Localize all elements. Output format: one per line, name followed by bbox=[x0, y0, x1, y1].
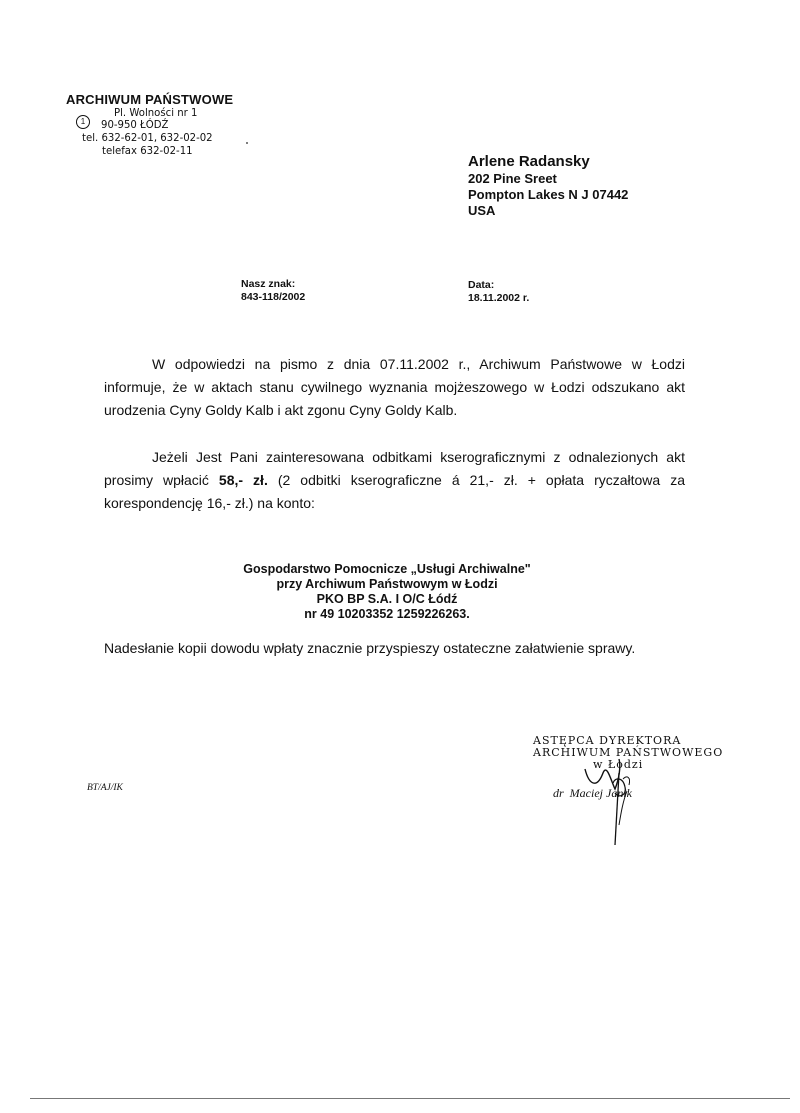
letterhead-address-line1: Pl. Wolności nr 1 bbox=[114, 106, 198, 119]
date-value: 18.11.2002 r. bbox=[468, 292, 530, 304]
stamp-line-1: ASTĘPCA DYREKTORA bbox=[533, 734, 682, 747]
body-paragraph-1-text: W odpowiedzi na pismo z dnia 07.11.2002 r., Archiwum Państwowe w Łodzi informuje, że w aktach stanu cywilnego wyznania mojżeszowego w Łodzi odszukano akt urodzenia Cyny Goldy Kalb i akt zgonu Cyny Goldy Kalb. bbox=[104, 356, 685, 418]
letterhead-address-line2: 90-950 ŁÓDŹ bbox=[101, 118, 169, 131]
letterhead-tel: tel. 632-62-01, 632-02-02 bbox=[82, 131, 213, 144]
body-paragraph-2 bbox=[104, 446, 685, 515]
bottom-scan-line bbox=[30, 1098, 790, 1099]
bank-line-1: Gospodarstwo Pomocnicze „Usługi Archiwalne" bbox=[243, 562, 531, 576]
letterhead-org-name: ARCHIWUM PAŃSTWOWE bbox=[66, 92, 234, 107]
scan-speck bbox=[246, 142, 248, 144]
payment-amount: 58,- zł. bbox=[218, 472, 268, 488]
reference-label: Nasz znak: bbox=[241, 278, 296, 290]
recipient-city: Pompton Lakes N J 07442 bbox=[468, 187, 629, 202]
bank-line-4: nr 49 10203352 1259226263. bbox=[304, 607, 470, 621]
date-label: Data: bbox=[468, 279, 495, 291]
body-paragraph-3-text: Nadesłanie kopii dowodu wpłaty znacznie przyspieszy ostateczne załatwienie sprawy. bbox=[104, 640, 636, 656]
body-paragraph-2-text-start: Jeżeli Jest Pani zainteresowana odbitkami kserograficznymi z odnalezionych akt prosimy wpłacić bbox=[104, 449, 685, 488]
stamp-line-3: w Łodzi bbox=[593, 758, 644, 771]
phone-icon: 1 bbox=[76, 115, 90, 129]
recipient-street: 202 Pine Sreet bbox=[468, 171, 557, 186]
bank-line-2: przy Archiwum Państwowym w Łodzi bbox=[276, 577, 498, 591]
recipient-name: Arlene Radansky bbox=[468, 153, 590, 170]
reference-value: 843-118/2002 bbox=[241, 291, 306, 303]
typist-initials: BT/AJ/IK bbox=[87, 783, 123, 793]
body-paragraph-3 bbox=[104, 637, 685, 660]
letterhead-fax: telefax 632-02-11 bbox=[102, 144, 193, 157]
body-paragraph-1 bbox=[104, 353, 685, 422]
handwritten-signature-icon bbox=[575, 755, 665, 850]
bank-account-block bbox=[0, 562, 774, 622]
stamp-line-2: ARCHIWUM PAŃSTWOWEGO bbox=[533, 746, 724, 759]
body-paragraph-2-text-end: (2 odbitki kserograficzne á 21,- zł. + opłata ryczałtowa za korespondencję 16,- zł.) na konto: bbox=[104, 472, 685, 511]
signatory-name: dr Maciej Janik bbox=[553, 786, 632, 800]
recipient-address bbox=[468, 153, 628, 219]
recipient-country: USA bbox=[468, 203, 496, 218]
bank-line-3: PKO BP S.A. I O/C Łódź bbox=[316, 592, 458, 606]
